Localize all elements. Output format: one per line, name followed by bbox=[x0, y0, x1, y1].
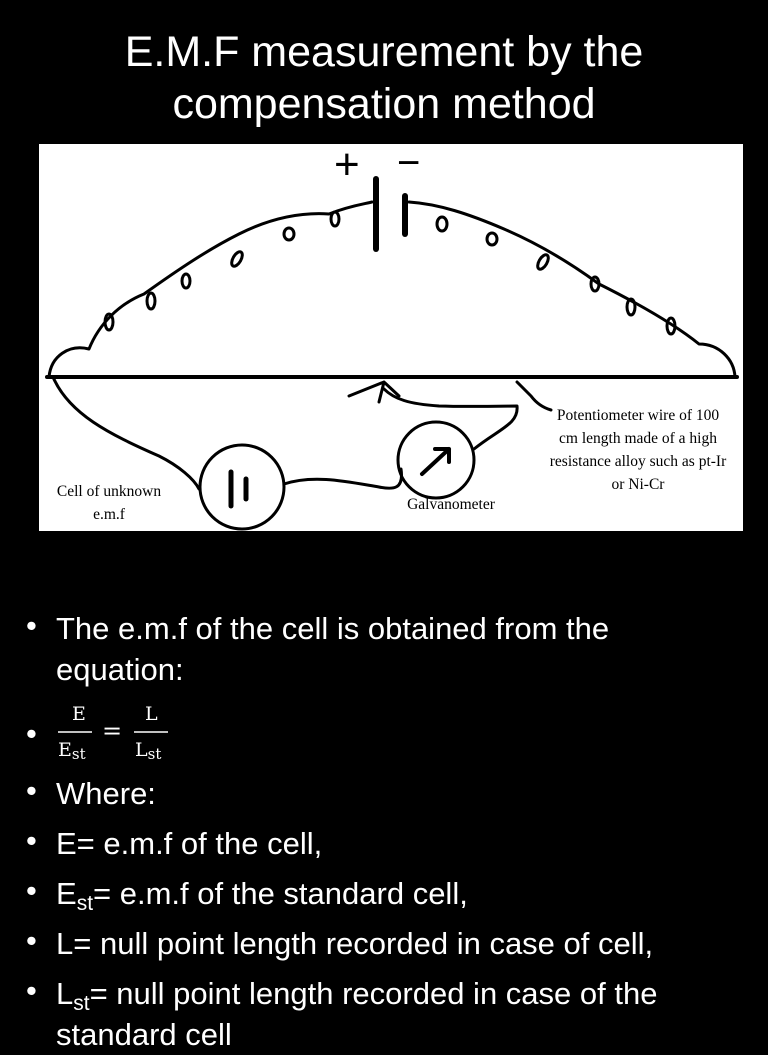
b7-main: L bbox=[56, 976, 74, 1011]
bullet-1-line-1: The e.m.f of the cell is obtained from the bbox=[56, 611, 610, 646]
eq-numerator-left: E bbox=[72, 703, 86, 725]
jockey-arrow bbox=[349, 382, 399, 402]
b5-sub: st bbox=[76, 892, 94, 915]
plus-sign: + bbox=[334, 140, 360, 189]
bullet-dot: • bbox=[26, 823, 37, 858]
b5-main: E bbox=[56, 876, 77, 911]
bullet-3-text: Where: bbox=[56, 776, 156, 811]
coil-loops-left bbox=[105, 212, 339, 330]
bullet-dot: • bbox=[26, 716, 37, 751]
equation bbox=[56, 696, 176, 766]
lower-circuit-wire bbox=[53, 377, 199, 489]
bullet-1-line-2: equation: bbox=[56, 652, 184, 687]
potentiometer-wire-label bbox=[533, 404, 743, 496]
cell-to-galvanometer-wire bbox=[284, 469, 402, 488]
minus-sign: − bbox=[397, 141, 421, 185]
bullet-item-equation bbox=[26, 696, 756, 766]
bullet-4-text: E= e.m.f of the cell, bbox=[56, 826, 323, 861]
circuit-diagram bbox=[39, 140, 743, 531]
bullet-dot: • bbox=[26, 773, 37, 808]
unknown-cell-label bbox=[39, 480, 179, 526]
wire-label-line-1: Potentiometer wire of 100 bbox=[556, 407, 720, 424]
bullet-5-text bbox=[56, 873, 468, 914]
b5-rest: = e.m.f of the standard cell, bbox=[93, 876, 468, 911]
bullet-dot: • bbox=[26, 608, 37, 643]
bullet-1-text bbox=[56, 608, 609, 690]
galvanometer-label: Galvanometer bbox=[407, 496, 495, 513]
cell-label-line-2: e.m.f bbox=[93, 506, 125, 523]
bullet-6-text: L= null point length recorded in case of cell, bbox=[56, 926, 654, 961]
bullet-7-text bbox=[56, 973, 657, 1055]
b7-rest: = null point length recorded in case of the bbox=[89, 976, 658, 1011]
eq-equals: = bbox=[102, 717, 123, 745]
wire-label-line-4: or Ni-Cr bbox=[611, 476, 665, 493]
right-coil-wire bbox=[409, 202, 735, 377]
bullet-dot: • bbox=[26, 973, 37, 1008]
bullet-dot: • bbox=[26, 873, 37, 908]
title-line-1: E.M.F measurement by the bbox=[124, 28, 644, 76]
coil-loops-right bbox=[437, 217, 675, 334]
cell-label-line-1: Cell of unknown bbox=[56, 483, 162, 500]
b7-sub: st bbox=[73, 992, 90, 1015]
title-line-2: compensation method bbox=[172, 80, 596, 128]
wire-label-line-2: cm length made of a high bbox=[559, 430, 717, 447]
bullet-7-line-2: standard cell bbox=[56, 1017, 232, 1052]
eq-denominator-right: Lst bbox=[135, 739, 162, 763]
unknown-cell-symbol bbox=[200, 445, 284, 529]
left-coil-wire bbox=[49, 202, 372, 377]
bullet-dot: • bbox=[26, 923, 37, 958]
slide-title bbox=[0, 26, 768, 130]
eq-denominator-left: Est bbox=[58, 739, 86, 763]
eq-numerator-right: L bbox=[145, 703, 158, 725]
wire-label-line-3: resistance alloy such as pt-Ir bbox=[549, 453, 727, 470]
